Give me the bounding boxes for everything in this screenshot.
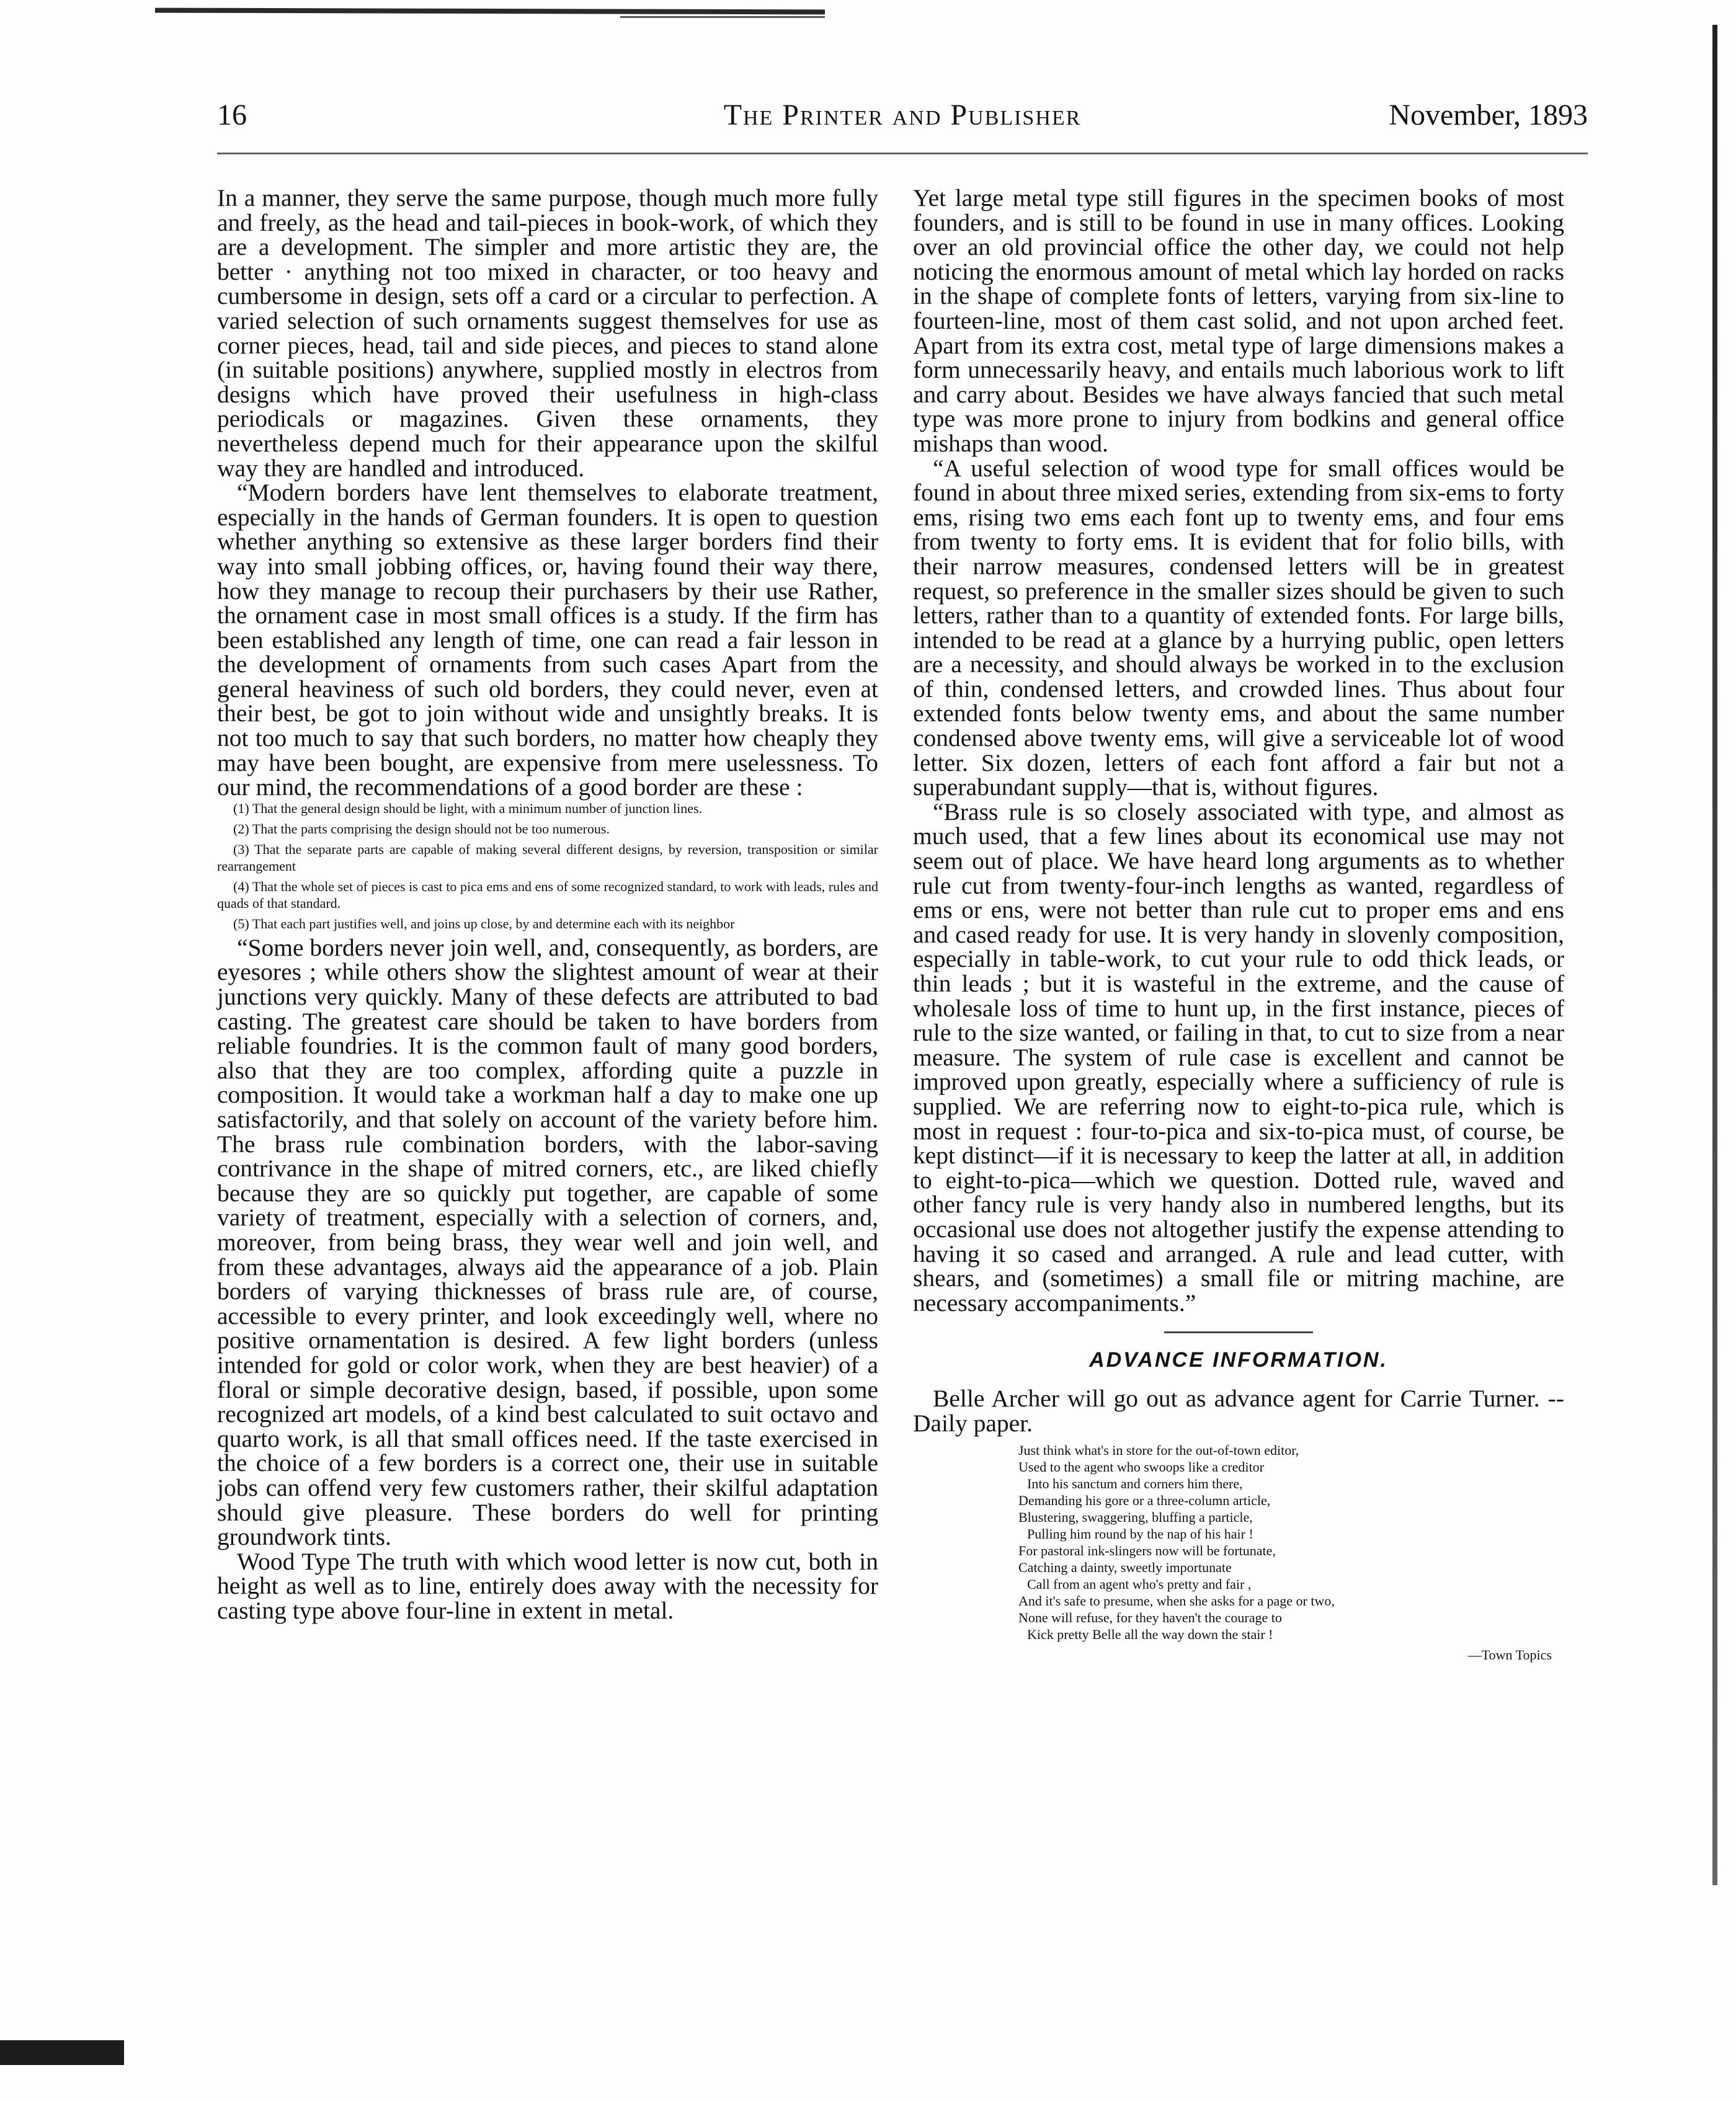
top-scan-rule	[155, 8, 825, 15]
poem-line: Call from an agent who's pretty and fair ,	[1027, 1576, 1252, 1592]
paragraph: “A useful selection of wood type for small offices would be found in about three mixed series, extending from six-ems to forty ems, rising two ems each font up to twenty ems, and four ems from twenty to forty ems. It is evident that for folio bills, with their narrow measures, condensed letters will be in greatest request, so preference in the smaller sizes should be given to such letters, rather than to a quantity of extended fonts. For large bills, intended to be read at a glance by a hurrying public, open letters are a necessity, and should always be worked in to the exclusion of thin, condensed letters, and crowded lines. Thus about four extended fonts below twenty ems, and about the same number condensed above twenty ems, will give a serviceable lot of wood letter. Six dozen, letters of each font afford a fair but not a superabundant supply—that is, without figures.	[913, 454, 1564, 801]
poem-line: Kick pretty Belle all the way down the stair !	[1027, 1627, 1273, 1643]
paragraph: Belle Archer will go out as advance agent for Carrie Turner. --Daily paper.	[913, 1384, 1564, 1437]
list-item: (5) That each part justifies well, and joins up close, by and determine each with its neighbor	[233, 915, 735, 931]
poem-line: Demanding his gore or a three-column article,	[1018, 1493, 1271, 1509]
paragraph: “Some borders never join well, and, consequently, as borders, are eyesores ; while others show the slightest amount of wear at their junctions very quickly. Many of these defects are attributed to bad casting. The greatest care should be taken to have borders from reliable foundries. It is the common fault of many good borders, also that they are too complex, affording quite a puzzle in composition. It would take a workman half a day to make one up satisfactorily, and that solely on account of the variety before him. The brass rule combination borders, with the labor-saving contrivance in the shape of mitred corners, etc., are liked chiefly because they are so quickly put together, are capable of some variety of treatment, especially with a selection of corners, and, moreover, from being brass, they wear well and join well, and from these advantages, always aid the appearance of a job. Plain borders of varying thicknesses of brass rule are, of course, accessible to every printer, and look exceedingly well, where no positive ornamentation is desired. A few light borders (unless intended for gold or color work, when they are best heavier) of a floral or simple decorative design, based, if possible, upon some recognized art models, of a kind best calculated to suit octavo and quarto work, is all that small offices need. If the taste exercised in the choice of a few borders is a correct one, their use in suitable jobs can offend very few customers rather, their skilful adaptation should give pleasure. These borders do well for printing groundwork tints.	[217, 933, 878, 1551]
paragraph: “Brass rule is so closely associated with type, and almost as much used, that a few lines about its economical use may not seem out of place. We have heard long arguments as to whether rule cut from twenty-four-inch lengths as wanted, regardless of ems or ens, were not better than rule cut to proper ems and ens and cased ready for use. It is very handy in slovenly composition, especially in table-work, to cut your rule to odd thick leads, or thin leads ; but it is wasteful in the extreme, and the cause of wholesale loss of time to hunt up, in the first instance, pieces of rule to the size wanted, or failing in that, to cut to size from a near measure. The system of rule case is excellent and cannot be improved upon greatly, especially where a sufficiency of rule is supplied. We are referring now to eight-to-pica rule, which is most in request : four-to-pica and six-to-pica must, of course, be kept distinct—if it is necessary to keep the latter at all, in addition to eight-to-pica—which we question. Dotted rule, waved and other fancy rule is very handy also in numbered lengths, but its occasional use does not altogether justify the expense attending to having it so cased and arranged. A rule and lead cutter, with shears, and (sometimes) a small file or mitring machine, are necessary accompaniments.”	[913, 797, 1564, 1317]
poem-line: Blustering, swaggering, bluffing a particle,	[1018, 1509, 1253, 1526]
poem-line: Just think what's in store for the out-of-town editor,	[1018, 1442, 1299, 1459]
poem-line: Pulling him round by the nap of his hair !	[1027, 1526, 1253, 1542]
left-column	[217, 186, 878, 1623]
poem-line: Into his sanctum and corners him there,	[1027, 1476, 1243, 1492]
poem	[1018, 1442, 1564, 1663]
paragraph: “Modern borders have lent themselves to elaborate treatment, especially in the hands of German founders. It is open to question whether anything so extensive as these larger borders find their way into small jobbing offices, or, having found their way there, how they manage to recoup their purchasers by their use Rather, the ornament case in most small offices is a study. If the firm has been established any length of time, one can read a fair lesson in the development of ornaments from such cases Apart from the general heaviness of such old borders, they could never, even at their best, be got to join without wide and unsightly breaks. It is not too much to say that such borders, no matter how cheaply they may have been bought, are expensive from mere uselessness. To our mind, the recommendations of a good border are these :	[217, 479, 878, 801]
border-recommendations-list	[217, 800, 878, 932]
paragraph: Yet large metal type still figures in the specimen books of most founders, and is still to be found in use in many offices. Looking over an old provincial office the other day, we could not help noticing the enormous amount of metal which lay horded on racks in the shape of complete fonts of letters, varying from six-line to fourteen-line, most of them cast solid, and not upon arched feet. Apart from its extra cost, metal type of large dimensions makes a form unnecessarily heavy, and entails much laborious work to lift and carry about. Besides we have always fancied that such metal type was more prone to injury from bodkins and general office mishaps than wood.	[913, 184, 1564, 457]
poem-line: Used to the agent who swoops like a creditor	[1018, 1459, 1264, 1475]
running-header	[217, 98, 1588, 148]
page-number: 16	[217, 99, 247, 131]
bottom-scan-mark	[0, 2040, 124, 2065]
poem-line: None will refuse, for they haven't the courage to	[1018, 1610, 1282, 1626]
poem-line: And it's safe to presume, when she asks for a page or two,	[1018, 1593, 1335, 1609]
section-heading: ADVANCE INFORMATION.	[1089, 1348, 1388, 1372]
poem-attribution: —Town Topics	[1467, 1647, 1552, 1663]
page-edge-shadow	[1712, 25, 1717, 1885]
list-item: (2) That the parts comprising the design should not be too numerous.	[233, 820, 610, 837]
top-scan-rule-thin	[620, 16, 825, 18]
list-item: (4) That the whole set of pieces is cast to pica ems and ens of some recognized standard, to work with leads, rules and quads of that standard.	[217, 878, 878, 911]
paragraph: Wood Type The truth with which wood letter is now cut, both in height as well as to line, entirely does away with the necessity for casting type above four-line in extent in metal.	[217, 1547, 878, 1624]
publication-title: The Printer and Publisher	[723, 99, 1082, 131]
section-separator	[1164, 1331, 1313, 1333]
poem-line: Catching a dainty, sweetly importunate	[1018, 1560, 1232, 1576]
issue-date: November, 1893	[1389, 99, 1588, 131]
list-item: (3) That the separate parts are capable of making several different designs, by reversion, transposition or similar rearrangement	[217, 841, 878, 874]
header-rule	[217, 153, 1588, 154]
paragraph: In a manner, they serve the same purpose, though much more fully and freely, as the head and tail-pieces in book-work, of which they are a development. The simpler and more artistic they are, the better · anything not too mixed in character, or too heavy and cumbersome in design, sets off a card or a circular to perfection. A varied selection of such ornaments suggest themselves for use as corner pieces, head, tail and side pieces, and pieces to stand alone (in suitable positions) anywhere, supplied mostly in electros from designs which have proved their usefulness in high-class periodicals or magazines. Given these ornaments, they nevertheless depend much for their appearance upon the skilful way they are handled and introduced.	[217, 184, 878, 482]
right-column	[913, 186, 1564, 1663]
list-item: (1) That the general design should be light, with a minimum number of junction lines.	[233, 800, 703, 816]
poem-line: For pastoral ink-slingers now will be fortunate,	[1018, 1543, 1276, 1559]
